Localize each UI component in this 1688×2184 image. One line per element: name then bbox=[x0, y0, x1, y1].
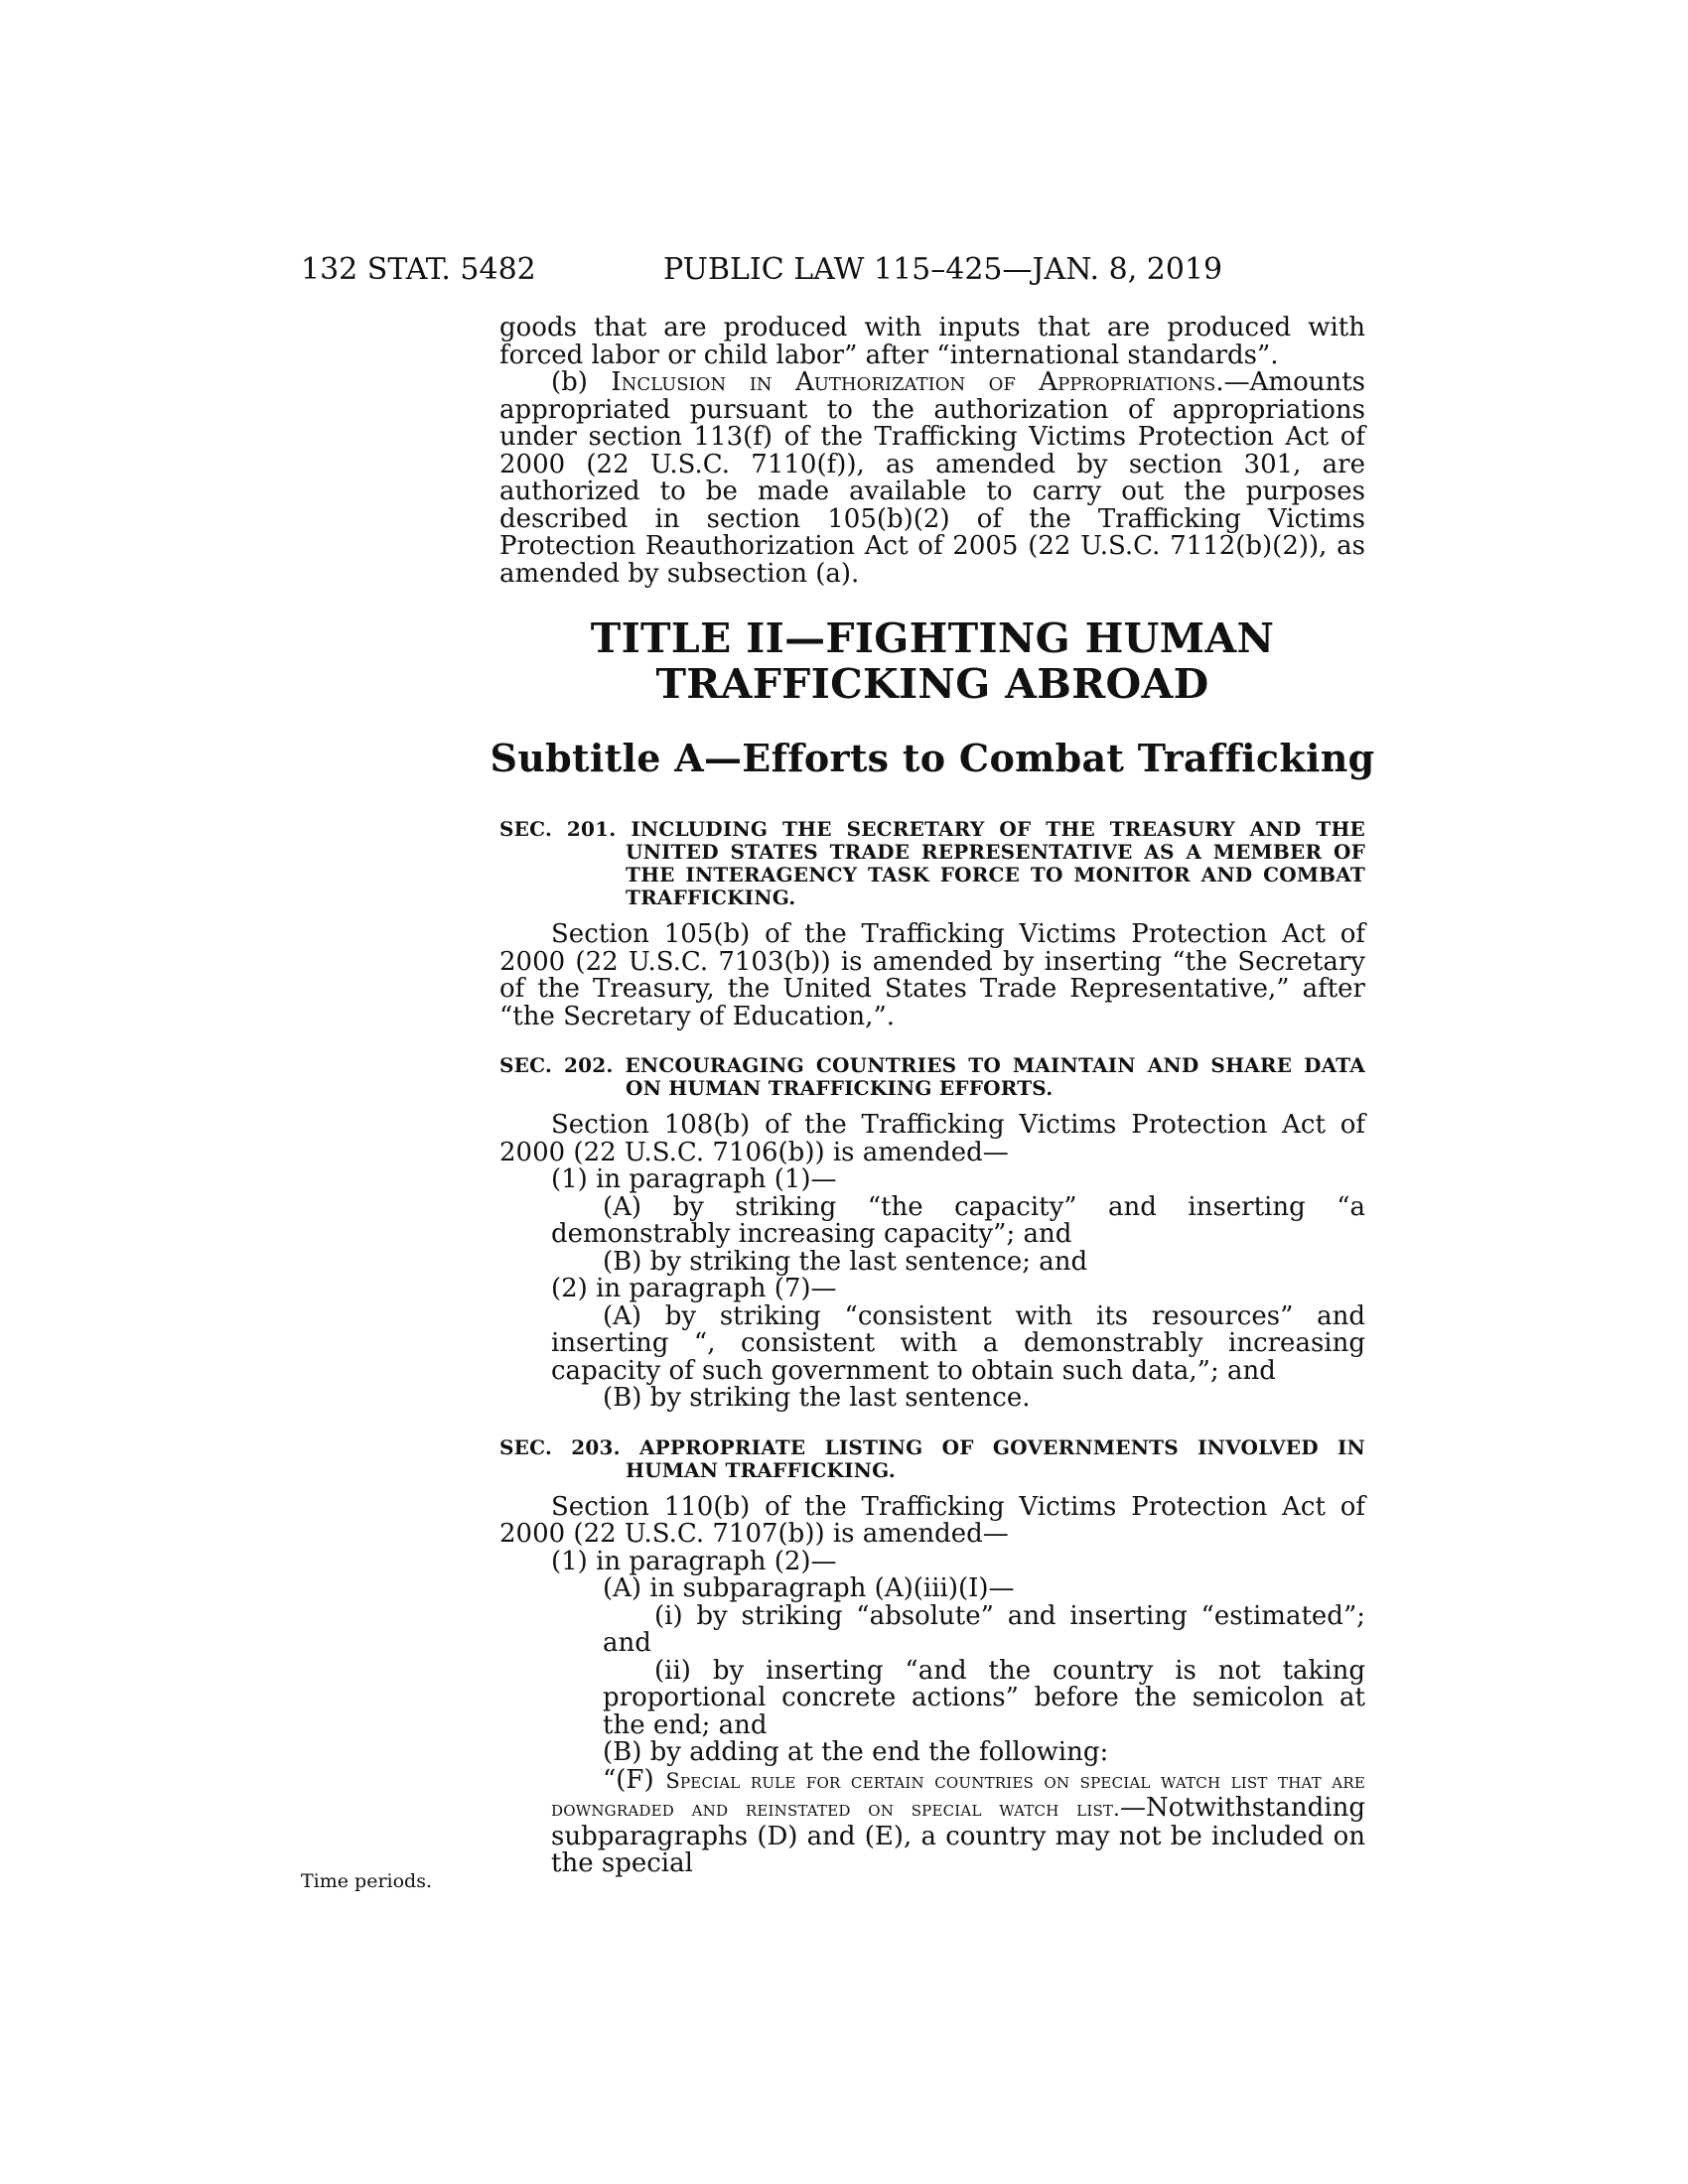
subsection-b-text: —Amounts appropriated pursuant to the authorization of appropriations under section 113(f) of the Trafficking Victims Protection Act of 2000 (22 U.S.C. 7110(f)), as amended by section 301, are authorized to be made available to carry out the purposes described in section 105(b)(2) of the Trafficking Victims Protection Reauthorization Act of 2005 (22 U.S.C. 7112(b)(2)), as amended by subsection (a). bbox=[499, 367, 1366, 589]
subtitle-heading: Subtitle A—Efforts to Combat Trafficking bbox=[490, 736, 1375, 780]
section-203-paragraph-1a: (A) in subparagraph (A)(iii)(I)— bbox=[603, 1573, 1015, 1603]
section-202-paragraph-1b: (B) by striking the last sentence; and bbox=[603, 1246, 1088, 1277]
section-203-clause-ii: (ii) by inserting “and the country is not taking proportional concrete actions” before the semicolon at the end; and bbox=[603, 1655, 1365, 1740]
continuation-paragraph: goods that are produced with inputs that are produced with forced labor or child labor” after “international standards”. bbox=[499, 313, 1365, 370]
section-203-heading: SEC. 203. APPROPRIATE LISTING OF GOVERNMENTS INVOLVED IN HUMAN TRAFFICKING. bbox=[499, 1434, 1365, 1482]
page-header bbox=[0, 252, 1688, 292]
section-203-paragraph-1b: (B) by adding at the end the following: bbox=[603, 1737, 1109, 1767]
title-line-2: TRAFFICKING ABROAD bbox=[655, 660, 1209, 708]
section-202-paragraph-1: (1) in paragraph (1)— bbox=[551, 1164, 837, 1194]
margin-note: Time periods. bbox=[301, 1870, 433, 1892]
subparagraph-f-label: “(F) bbox=[603, 1764, 666, 1795]
body-text bbox=[490, 313, 1375, 1878]
running-head: PUBLIC LAW 115–425—JAN. 8, 2019 bbox=[663, 252, 1223, 287]
section-202-paragraph-2: (2) in paragraph (7)— bbox=[551, 1274, 837, 1303]
section-202-heading: SEC. 202. ENCOURAGING COUNTRIES TO MAINTAIN AND SHARE DATA ON HUMAN TRAFFICKING EFFORTS. bbox=[499, 1053, 1365, 1100]
section-201-text: Section 105(b) of the Trafficking Victims Protection Act of 2000 (22 U.S.C. 7103(b)) is amended by inserting “the Secretary of the Treasury, the United States Trade Representative,” after “the Secretary of Education,”. bbox=[499, 919, 1365, 1031]
subsection-b-label: (b) bbox=[551, 367, 612, 397]
section-203-paragraph-1: (1) in paragraph (2)— bbox=[551, 1546, 837, 1576]
section-201-heading: SEC. 201. INCLUDING THE SECRETARY OF THE TREASURY AND THE UNITED STATES TRADE REPRESENTATIVE AS A MEMBER OF THE INTERAGENCY TASK FORCE TO MONITOR AND COMBAT TRAFFICKING. bbox=[499, 817, 1365, 909]
title-line-1: TITLE II—FIGHTING HUMAN bbox=[590, 614, 1275, 662]
section-203-clause-i: (i) by striking “absolute” and inserting “estimated”; and bbox=[603, 1600, 1365, 1658]
section-202-paragraph-2b: (B) by striking the last sentence. bbox=[603, 1383, 1031, 1413]
subparagraph-f-heading: Special rule for certain countries on special watch list that are downgraded and reinstated on special watch list. bbox=[551, 1768, 1365, 1821]
section-202-paragraph-2a: (A) by striking “consistent with its resources” and inserting “, consistent with a demonstrably increasing capacity of such government to obtain such data,”; and bbox=[551, 1300, 1365, 1386]
subsection-b bbox=[499, 369, 1365, 588]
section-203-intro: Section 110(b) of the Trafficking Victims Protection Act of 2000 (22 U.S.C. 7107(b)) is amended— bbox=[499, 1491, 1365, 1549]
title-heading bbox=[499, 615, 1365, 707]
section-203-subparagraph-f bbox=[499, 1764, 1365, 1878]
subparagraph-f-text: —Notwithstanding subparagraphs (D) and (E), a country may not be included on the special bbox=[551, 1793, 1365, 1878]
subsection-b-heading: Inclusion in Authorization of Appropriations. bbox=[611, 367, 1224, 397]
statute-reference: 132 STAT. 5482 bbox=[301, 252, 536, 287]
section-202-intro: Section 108(b) of the Trafficking Victims Protection Act of 2000 (22 U.S.C. 7106(b)) is amended— bbox=[499, 1110, 1365, 1167]
section-202-paragraph-1a: (A) by striking “the capacity” and inserting “a demonstrably increasing capacity”; and bbox=[551, 1191, 1365, 1249]
